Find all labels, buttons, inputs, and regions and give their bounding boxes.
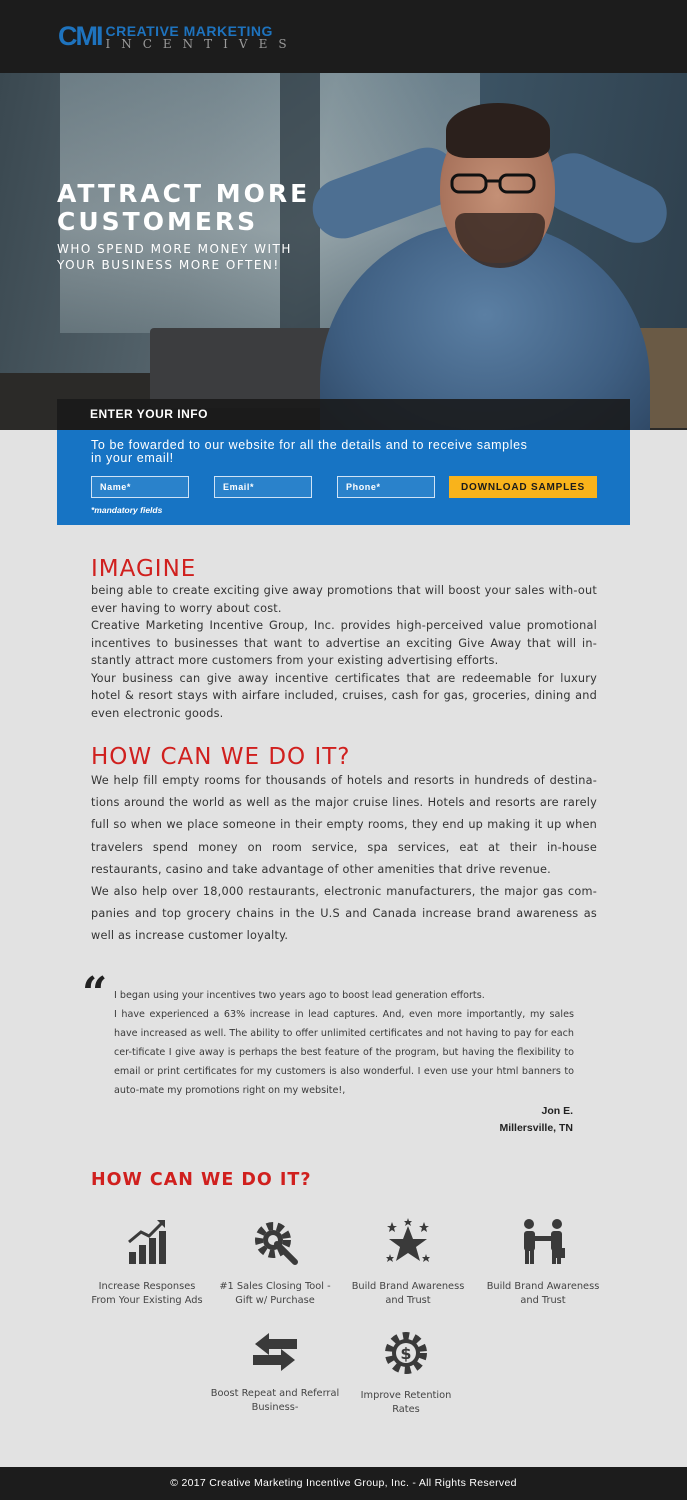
gear-wrench-icon [251,1218,299,1266]
imagine-section [91,556,597,722]
feature-label-line: Rates [392,1404,420,1415]
phone-field[interactable] [337,476,435,498]
form-intro-line: To be fowarded to our website for all the details and to receive samples [91,438,528,452]
testimonial-line: I have experienced a 63% increase in lead captures. And, even more importantly, my sales have increased as well. The ability to offer unlimited certificates and not having to pay for each cer-tificate I give away is perhaps the best feature of the program, but having the flexibility to email or print certificates for my customers is also wonderful. I even use your html banners to auto-mate my promotions right on my website!, [114,1009,574,1096]
feature-item [210,1333,340,1415]
enter-info-label: ENTER YOUR INFO [90,407,208,421]
feature-item [478,1218,608,1308]
form-intro [91,439,571,465]
hero-title [57,180,310,236]
hero-title-line: CUSTOMERS [57,207,259,236]
feature-label-line: Build Brand Awareness [351,1281,465,1292]
star-icon [384,1218,432,1266]
svg-text:$: $ [400,1344,412,1363]
testimonial-location: Millersville, TN [499,1122,573,1134]
signup-form [57,430,630,525]
hero-subtitle-line: WHO SPEND MORE MONEY WITH [57,242,292,256]
email-field[interactable] [214,476,312,498]
company-logo[interactable] [58,23,298,50]
hero-subtitle [57,241,292,273]
how-heading: HOW CAN WE DO IT? [91,744,351,770]
feature-label-line: Gift w/ Purchase [235,1295,315,1306]
feature-label-line: Boost Repeat and Referral [210,1388,340,1399]
copyright-text: © 2017 Creative Marketing Incentive Group, Inc. - All Rights Reserved [170,1477,517,1489]
logo-mark: CMI [58,21,102,51]
feature-label [341,1389,471,1417]
feature-label [343,1280,473,1308]
growth-chart-icon [127,1218,167,1266]
feature-item [82,1218,212,1308]
hero-subtitle-line: YOUR BUSINESS MORE OFTEN! [57,258,280,272]
exchange-arrows-icon [251,1333,299,1373]
feature-item [210,1218,340,1308]
feature-label-line: Improve Retention [360,1390,452,1401]
name-field[interactable] [91,476,189,498]
logo-line-2: INCENTIVES [105,36,298,51]
dollar-gear-icon [384,1331,428,1375]
testimonial-text [114,986,574,1100]
top-header [0,0,687,73]
feature-label-line: From Your Existing Ads [91,1295,203,1306]
enter-info-bar [57,399,630,430]
testimonial-author: Jon E. [541,1105,573,1117]
imagine-paragraph: Your business can give away incentive certificates that are redeemable for luxury hotel & resort stays with airfare included, cruises, cash for gas, groceries, dining and even electronic goods. [91,671,597,720]
feature-item [343,1218,473,1308]
imagine-heading: IMAGINE [91,556,197,582]
hero-person-glasses [446,171,546,195]
download-samples-button[interactable]: DOWNLOAD SAMPLES [449,476,597,498]
how-section [91,744,597,948]
feature-label [210,1280,340,1308]
feature-label-line: #1 Sales Closing Tool - [219,1281,331,1292]
testimonial-line: I began using your incentives two years ago to boost lead generation efforts. [114,990,485,1001]
feature-label-line: and Trust [385,1295,431,1306]
how-paragraph: We help fill empty rooms for thousands of hotels and resorts in hundreds of destina-tions around the world as well as the major cruise lines. Hotels and resorts are rarely full so when we place someone in their empty rooms, they end up making it up when travelers spend money on room service, spa services, eat at their in-house restaurants, casino and take advantage of other amenities that drive revenue. [91,774,597,876]
imagine-paragraph: Creative Marketing Incentive Group, Inc. provides high-perceived value promotional incentives to businesses that want to advertise an exciting Give Away that will in-stantly attract more customers from your existing advertising efforts. [91,619,597,667]
logo-line-1: CREATIVE MARKETING [105,22,273,39]
how-paragraph: We also help over 18,000 restaurants, electronic manufacturers, the major gas com-panies and top grocery chains in the U.S and Canada increase brand awareness as well as increase customer loyalty. [91,885,597,943]
logo-wordmark [106,24,298,50]
quote-icon: “ [82,968,108,1019]
feature-label [82,1280,212,1308]
feature-label-line: Increase Responses [98,1281,196,1292]
hero-banner [0,73,687,430]
hero-title-line: ATTRACT MORE [57,179,311,208]
hero-person-hair [446,103,550,158]
feature-label [478,1280,608,1308]
imagine-paragraph: being able to create exciting give away promotions that will boost your sales with-out ever having to worry about cost. [91,584,597,615]
mandatory-note: *mandatory fields [91,505,163,515]
feature-label-line: Build Brand Awareness [486,1281,600,1292]
feature-label-line: and Trust [520,1295,566,1306]
handshake-icon [519,1218,567,1266]
feature-label [210,1387,340,1415]
page-footer [0,1467,687,1500]
form-intro-line: in your email! [91,451,174,465]
feature-label-line: Business- [251,1402,299,1413]
features-heading: HOW CAN WE DO IT? [91,1170,312,1190]
feature-item [341,1331,471,1417]
